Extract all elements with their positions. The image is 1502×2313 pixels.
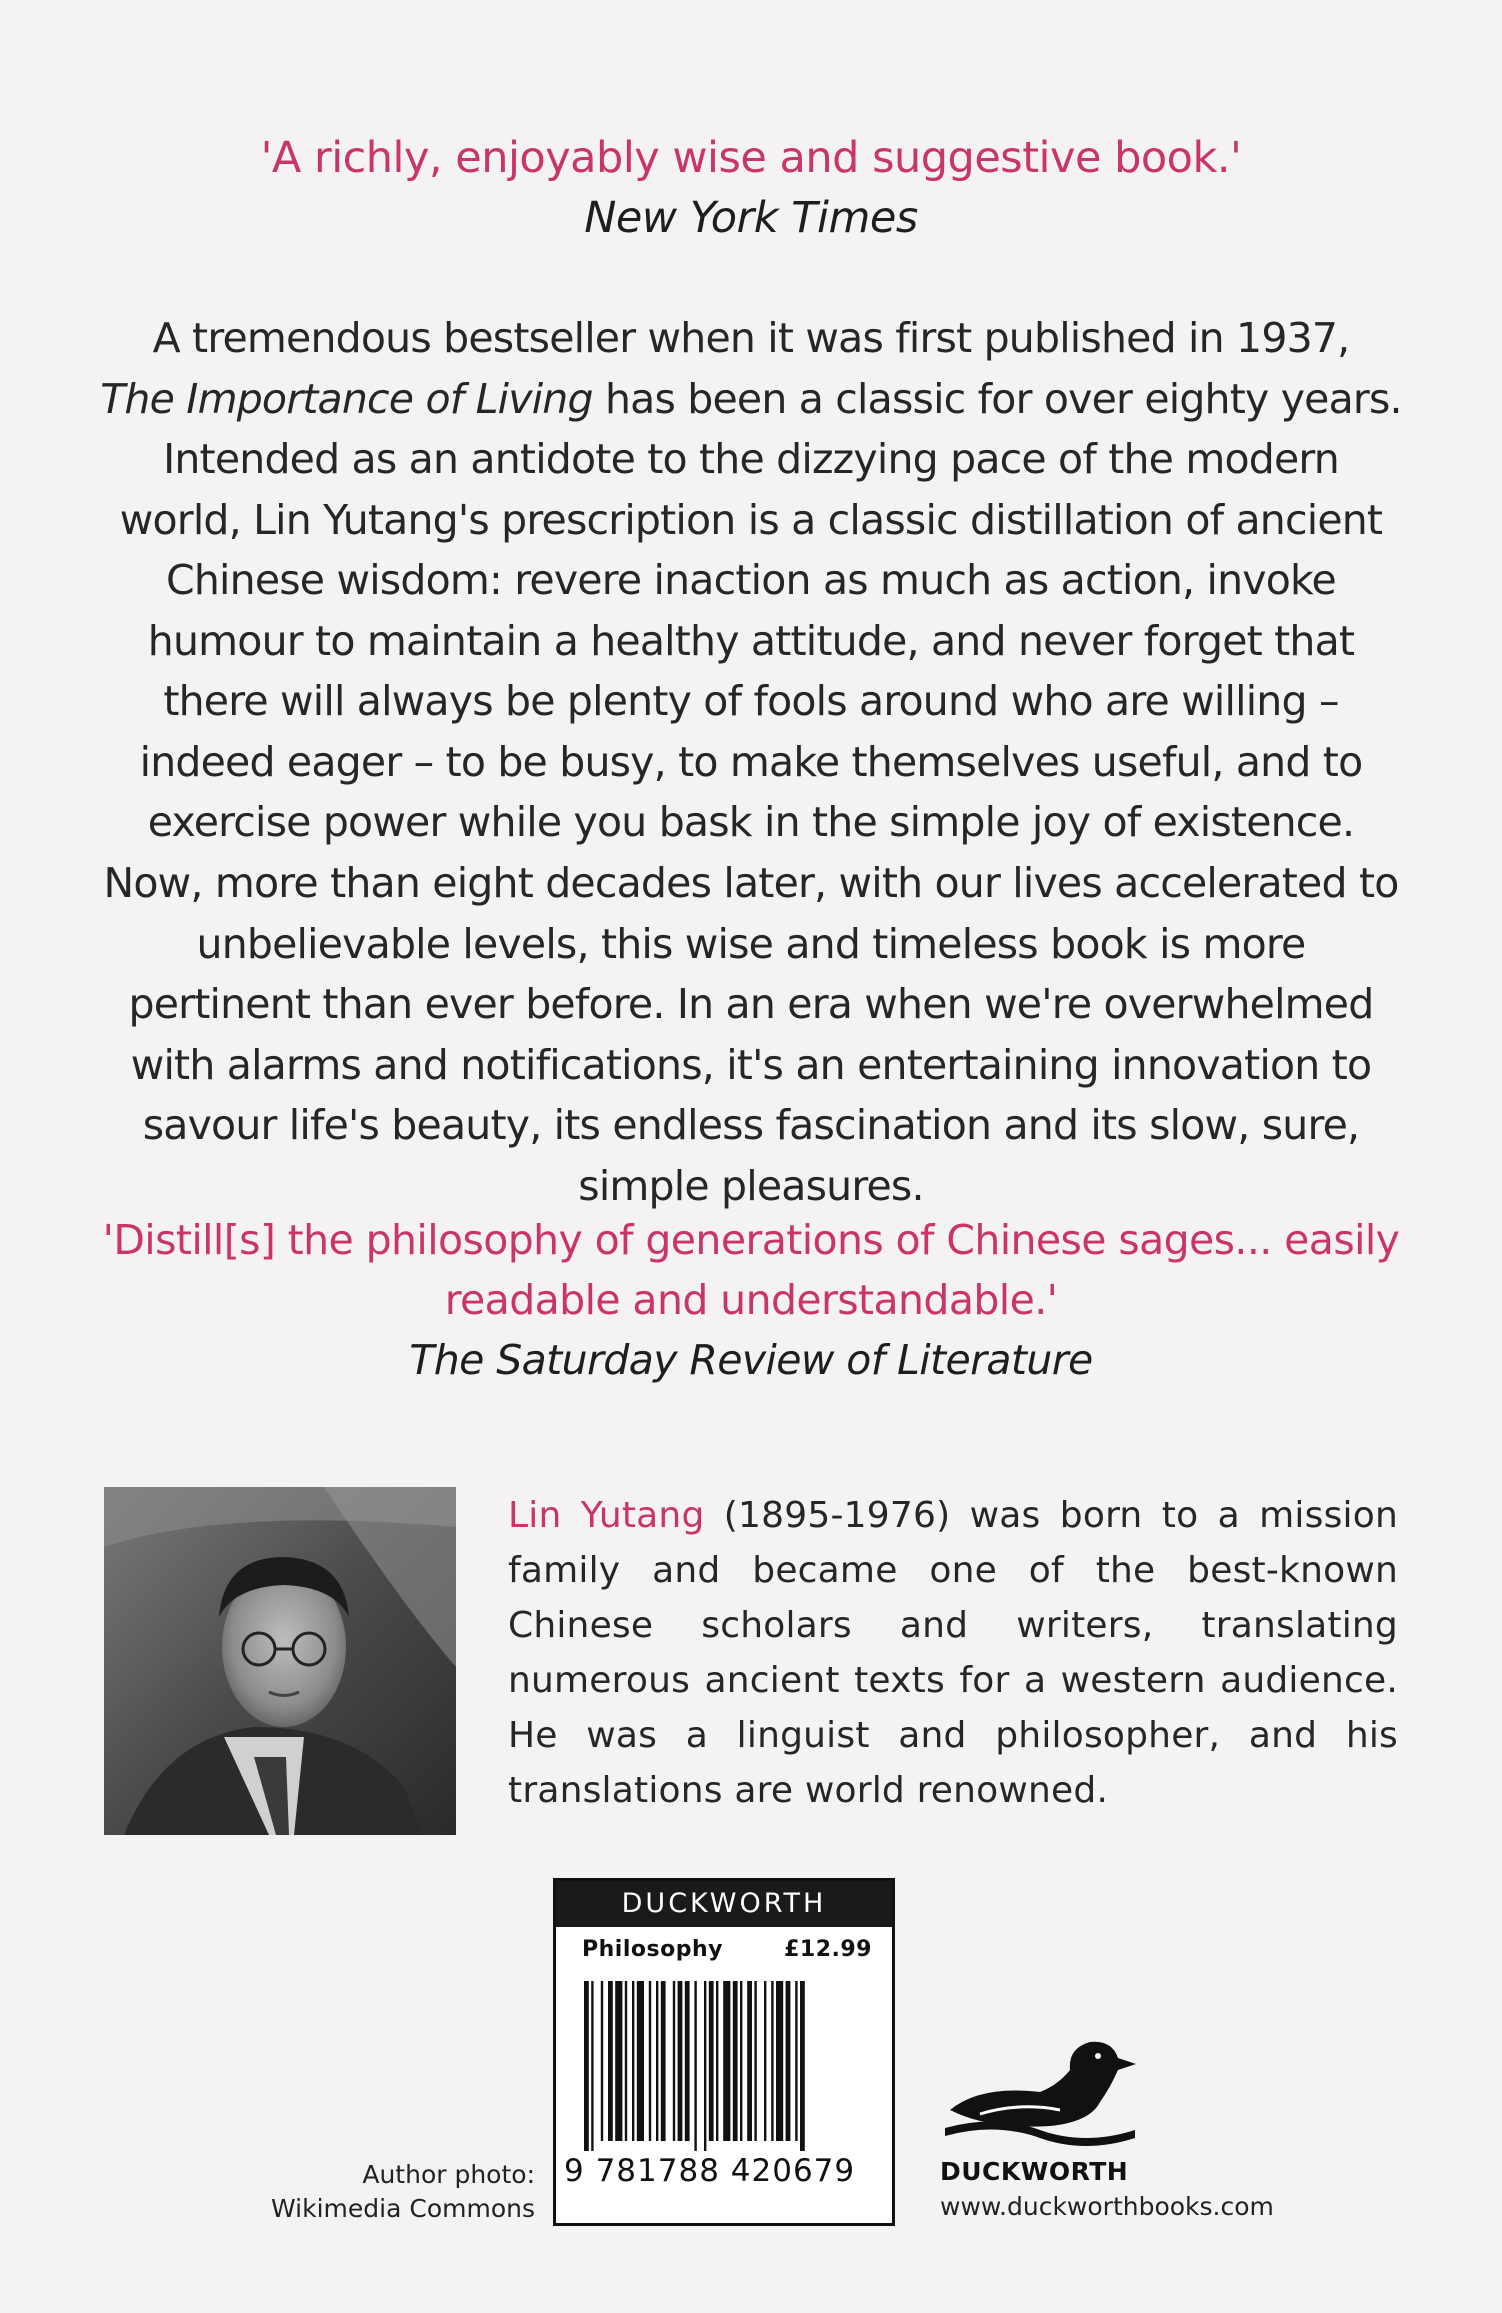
- publisher-url[interactable]: www.duckworthbooks.com: [940, 2192, 1274, 2221]
- barcode-bar: [754, 1981, 756, 2141]
- duck-logo-icon: [940, 2030, 1140, 2159]
- barcode-bar: [637, 1981, 644, 2141]
- barcode-bar: [709, 1981, 714, 2141]
- barcode-bar: [678, 1981, 683, 2141]
- barcode-bar: [656, 1981, 658, 2141]
- publisher-name: DUCKWORTH: [940, 2157, 1129, 2186]
- author-photo: [104, 1487, 456, 1835]
- barcode-bar: [694, 1981, 696, 2151]
- photo-credit-line-1: Author photo:: [362, 2160, 535, 2189]
- barcode-bar: [795, 1981, 797, 2141]
- barcode-price: £12.99: [784, 1937, 872, 1962]
- blurb-paragraph-1: [100, 308, 1402, 853]
- quote-text: 'Distill[s] the philosophy of generations of Chinese sages... easily readable and understandable.': [102, 1216, 1400, 1324]
- barcode-box: [553, 1878, 895, 2226]
- barcode-category: Philosophy: [582, 1937, 723, 1962]
- barcode-bar: [776, 1981, 783, 2141]
- barcode-bar: [704, 1981, 706, 2151]
- quote-source: The Saturday Review of Literature: [409, 1336, 1093, 1384]
- barcode-bar: [723, 1981, 730, 2141]
- barcode-bar: [608, 1981, 613, 2141]
- author-bio-text: (1895-1976) was born to a mission family and became one of the best-known Chinese scholars and writers, translating numerous ancient texts for a western audience. He was a linguist and philosopher, and his translations are world renowned.: [508, 1495, 1398, 1811]
- barcode-bar: [601, 1981, 603, 2141]
- barcode-bar: [800, 1981, 805, 2151]
- quote-new-york-times: [0, 128, 1502, 248]
- barcode-publisher: DUCKWORTH: [556, 1881, 892, 1927]
- barcode-bar: [764, 1981, 766, 2141]
- barcode-bar: [649, 1981, 651, 2141]
- barcode-bar: [632, 1981, 634, 2141]
- quote-text: 'A richly, enjoyably wise and suggestive book.': [260, 133, 1242, 183]
- barcode-bar: [615, 1981, 622, 2141]
- barcode-bar: [716, 1981, 718, 2141]
- barcode-bars: [584, 1981, 864, 2151]
- quote-source: New York Times: [584, 193, 918, 243]
- blurb-line-1: A tremendous bestseller when it was first published in 1937,: [152, 314, 1350, 362]
- barcode-info-row: [556, 1927, 892, 1962]
- blurb-paragraph-2: Now, more than eight decades later, with our lives accelerated to unbelievable levels, this wise and timeless book is more pertinent than ever before. In an era when we're overwhelmed with alarms and notifications, it's an entertaining innovation to savour life's beauty, its endless fascination and its slow, sure, simple pleasures.: [103, 859, 1399, 1210]
- barcode-bar: [661, 1981, 666, 2141]
- barcode-bar: [584, 1981, 589, 2151]
- blurb-line-2: has been a classic for over eighty years.: [592, 374, 1402, 423]
- barcode-bar: [786, 1981, 791, 2141]
- barcode-bar: [771, 1981, 773, 2141]
- barcode-isbn: 9 781788 420679: [564, 2153, 856, 2189]
- blurb-rest: Intended as an antidote to the dizzying pace of the modern world, Lin Yutang's prescription is a classic distillation of ancient Chinese wisdom: revere inaction as much as action, invoke humour to maintain a healthy attitude, and never forget that there will always be plenty of fools around who are willing – indeed eager – to be busy, to make themselves useful, and to exercise power while you bask in the simple joy of existence.: [119, 435, 1383, 846]
- barcode-bar: [747, 1981, 752, 2141]
- photo-credit-line-2: Wikimedia Commons: [271, 2194, 535, 2223]
- quote-saturday-review: [100, 1210, 1402, 1390]
- author-name: Lin Yutang: [508, 1495, 705, 1536]
- barcode-bar: [673, 1981, 675, 2141]
- barcode-bar: [733, 1981, 738, 2141]
- barcode-bar: [591, 1981, 593, 2151]
- barcode-bar: [625, 1981, 627, 2141]
- book-title: The Importance of Living: [100, 374, 593, 423]
- author-bio: [508, 1488, 1398, 1818]
- barcode-bar: [740, 1981, 742, 2141]
- barcode-bar: [685, 1981, 690, 2141]
- photo-credit: [200, 2158, 535, 2226]
